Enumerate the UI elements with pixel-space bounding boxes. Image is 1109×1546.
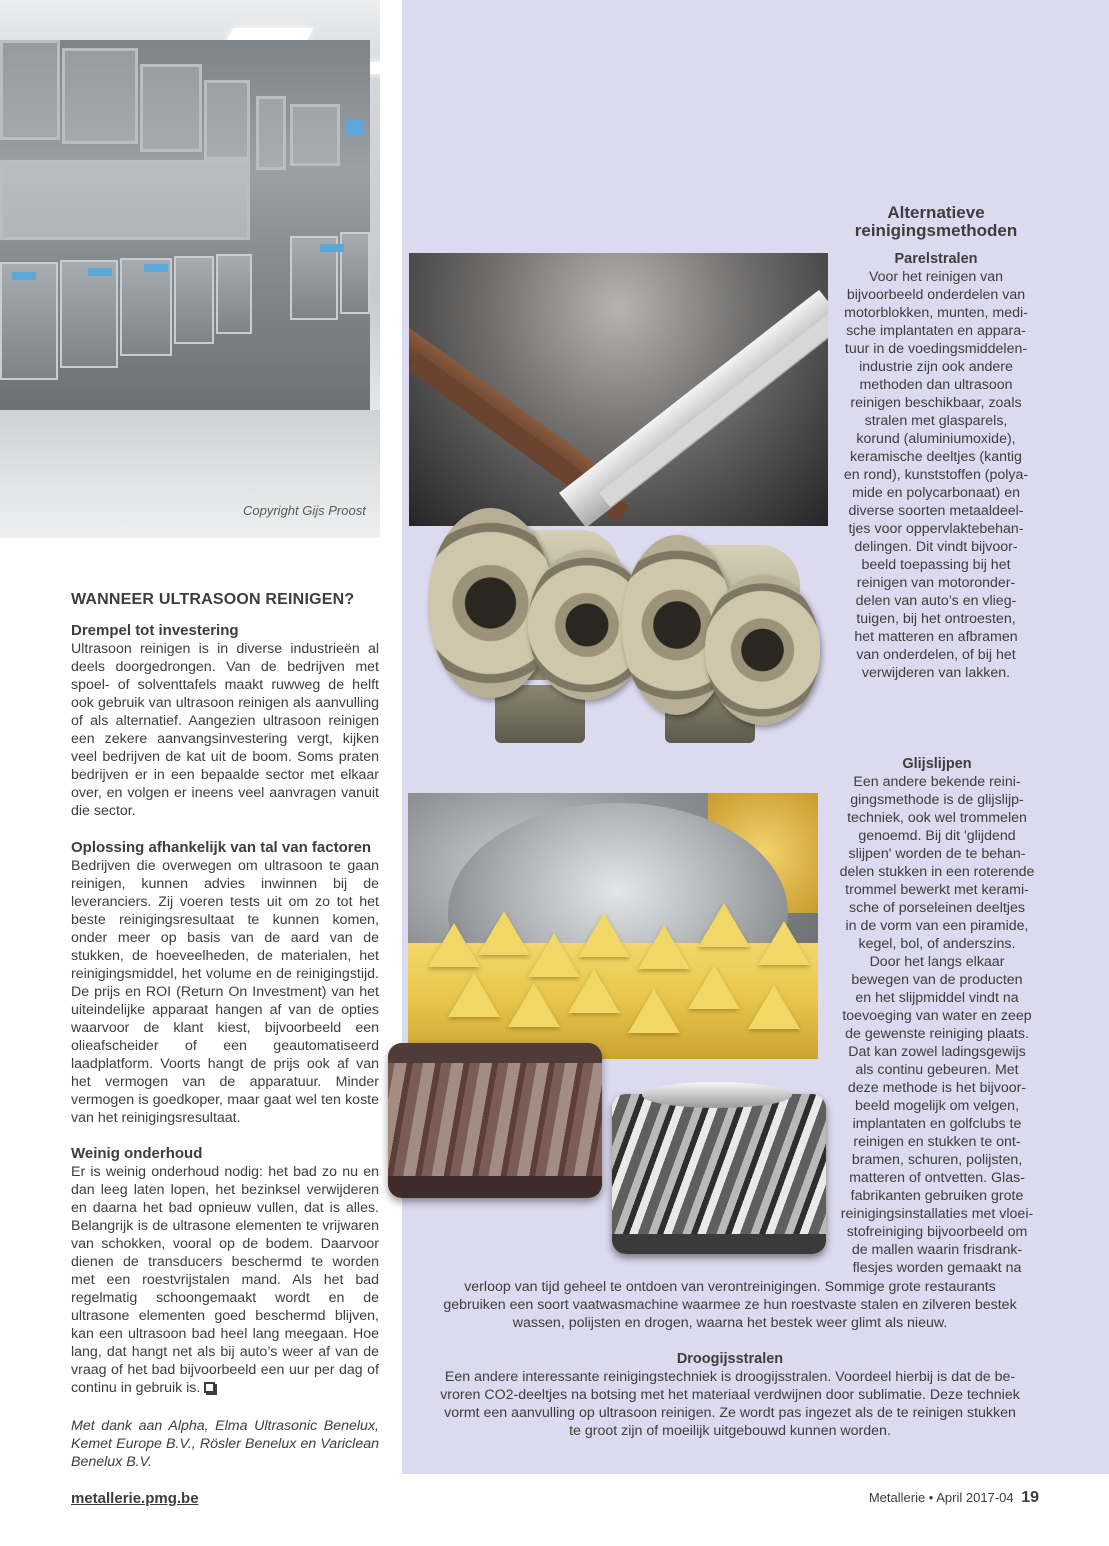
glijslijpen-line: stofreiniging bijvoorbeeld om bbox=[846, 1224, 1028, 1240]
dirty-gear-photo bbox=[388, 1043, 602, 1198]
parelstralen-line: Voor het reinigen van bbox=[868, 269, 1004, 285]
glijslijpen-line: techniek, ook wel trommelen bbox=[847, 810, 1027, 826]
section-onderhoud bbox=[71, 1145, 379, 1397]
droogijsstralen-line: vormt een aanvulling op ultrasoon reinigen. Ze wordt pas ingezet als de te reinigen stukken bbox=[444, 1405, 1016, 1421]
droogijsstralen-line: te groot zijn of moeilijk uitgebouwd kunnen worden. bbox=[569, 1423, 891, 1439]
glijslijpen-line: matteren of ontvetten. Glas- bbox=[849, 1170, 1025, 1186]
cone bbox=[758, 921, 810, 965]
cone bbox=[508, 983, 560, 1027]
section-heading: Weinig onderhoud bbox=[71, 1145, 203, 1162]
glijslijpen-line: als continu gebeuren. Met bbox=[855, 1062, 1019, 1078]
ceiling-light bbox=[227, 28, 314, 40]
website-link[interactable]: metallerie.pmg.be bbox=[71, 1490, 199, 1507]
glijslijpen-line: implantaten en golfclubs te bbox=[852, 1116, 1022, 1132]
cone bbox=[478, 911, 530, 955]
parelstralen-line: motorblokken, munten, medi- bbox=[844, 305, 1028, 321]
subsection-heading: Parelstralen bbox=[894, 251, 978, 267]
parelstralen-line: diverse soorten metaaldeel- bbox=[848, 503, 1024, 519]
blasted-beam bbox=[559, 290, 828, 526]
glijslijpen-line: bramen, schuren, polijsten, bbox=[851, 1152, 1023, 1168]
glijslijpen-line: reinigen en stukken te ont- bbox=[853, 1134, 1021, 1150]
section-title: WANNEER ULTRASOON REINIGEN? bbox=[71, 591, 355, 608]
display-screen bbox=[88, 268, 112, 276]
parelstralen-line: bijvoorbeeld onderdelen van bbox=[846, 287, 1026, 303]
cleaning-unit bbox=[340, 232, 370, 314]
section-body: Er is weinig onderhoud nodig: het bad zo nu en dan leeg laten lopen, het bezinksel verwijderen en daarna het bad opnieuw vullen, dat is alles. Belangrijk is de ultrasone elementen te vrijwaren van schokken, vooral op de bodem. Daarvoor dienen de transducers beschermd te worden met een roestvrijstalen mand. Als het bad regelmatig schoongemaakt wordt en de ultrasone elementen goed beschermd blijven, kan een ultrasoon bad heel lang meegaan. Hoe lang, dat hangt net als bij auto’s weer af van de vraag of het bad bijvoorbeeld een uur per dag of continu in gebruik is. bbox=[71, 1164, 379, 1396]
glass-pane bbox=[62, 48, 138, 144]
clean-gear-photo bbox=[612, 1094, 826, 1254]
glijslijpen-line: sche of porseleinen deeltjes bbox=[849, 900, 1025, 916]
section-drempel bbox=[71, 622, 379, 820]
acknowledgements: Met dank aan Alpha, Elma Ultrasonic Benelux, Kemet Europe B.V., Rösler Benelux en Variclean Benelux B.V. bbox=[71, 1418, 379, 1470]
glijslijpen-line: trommel bewerkt met kerami- bbox=[845, 882, 1029, 898]
glijslijpen-line: beeld mogelijk om velgen, bbox=[854, 1098, 1020, 1114]
section-oplossing bbox=[71, 839, 379, 1127]
parelstralen-line: tjes voor oppervlaktebehan- bbox=[848, 521, 1024, 537]
parelstralen-line: mide en polycarbonaat) en bbox=[852, 485, 1020, 501]
glijslijpen-line: Dat kan zowel ladingsgewijs bbox=[848, 1044, 1026, 1060]
cone bbox=[638, 925, 690, 969]
glijslijpen-line: flesjes worden gemaakt na bbox=[852, 1260, 1022, 1276]
display-screen bbox=[12, 272, 36, 280]
display-screen bbox=[144, 264, 168, 272]
parelstralen-line: tuigen, bij het ontroesten, bbox=[856, 611, 1016, 627]
steel-beams-photo bbox=[409, 253, 828, 526]
parelstralen-line: tuur in de voedingsmiddelen- bbox=[844, 341, 1028, 357]
cone bbox=[578, 913, 630, 957]
droogijsstralen-line: vroren CO2-deeltjes na botsing met het materiaal verdwijnen door sublimatie. Deze techniek bbox=[440, 1387, 1020, 1403]
glijslijpen-line: slijpen' worden de te behan- bbox=[848, 846, 1026, 862]
glijslijpen-line: Door het langs elkaar bbox=[869, 954, 1005, 970]
parelstralen-line: reinigen beschikbaar, zoals bbox=[850, 395, 1022, 411]
section-body: Ultrasoon reinigen is in diverse industrieën al deels doorgedrongen. Van de bedrijven met spoel- of solventtafels maakt ruwweg de helft ook gebruik van ultrasoon reinigen als aanvulling of als alternatief. Aangezien ultrasoon reinigen een zekere aanvangsinvestering vergt, kijken veel bedrijven de kat uit de boom. Soms praten bedrijven er in een bepaalde sector met elkaar over, en volgen er ineens veel aanvragen vanuit die sector. bbox=[71, 641, 379, 819]
parelstralen-line: delen van auto’s en vlieg- bbox=[855, 593, 1017, 609]
glass-pane bbox=[0, 160, 250, 240]
flange-ring bbox=[705, 575, 820, 725]
glass-pane bbox=[0, 40, 60, 140]
cleaning-unit bbox=[216, 254, 252, 334]
parelstralen-line: industrie zijn ook andere bbox=[859, 359, 1013, 375]
section-body: Bedrijven die overwegen om ultrasoon te gaan reinigen, kunnen advies inwinnen bij de leveranciers. Zij voeren tests uit om zo tot het beste reinigingsresultaat te kunnen komen, onder meer op basis van de aard van de stukken, de hoeveelheden, de materialen, het reinigingsmiddel, het volume en de reinigingstijd. De prijs en ROI (Return On Investment) van het uiteindelijke apparaat hangen af van de opties waarvoor de klant kiest, bijvoorbeeld een olieafscheider of een geautomatiseerd laadplatform. Voorts hangt de prijs ook af van het vermogen van de apparatuur. Minder vermogen is goedkoper, maar gaat wel ten koste van het reinigingsresultaat. bbox=[71, 858, 379, 1126]
glijslijpen-line: delen stukken in een roterende bbox=[839, 864, 1035, 880]
cleaning-unit bbox=[60, 260, 118, 368]
glijslijpen-wide-line: wassen, polijsten en drogen, waarna het bestek weer glimt als nieuw. bbox=[512, 1315, 948, 1331]
cone bbox=[698, 903, 750, 947]
glijslijpen-wide-line: verloop van tijd geheel te ontdoen van verontreinigingen. Sommige grote restaurants bbox=[464, 1279, 996, 1295]
sidebar-title-line: reinigingsmethoden bbox=[854, 221, 1018, 240]
cleaning-unit bbox=[120, 258, 172, 356]
photo-copyright: Copyright Gijs Proost bbox=[243, 503, 366, 518]
ultrasonic-lab-photo bbox=[0, 0, 380, 538]
sidebar-title bbox=[830, 204, 1042, 240]
glijslijpen-line: de gewenste reiniging plaats. bbox=[845, 1026, 1029, 1042]
glass-pane bbox=[140, 64, 202, 152]
cone bbox=[628, 989, 680, 1033]
glijslijpen-line: deze methode is het bijvoor- bbox=[847, 1080, 1027, 1096]
cleaning-unit bbox=[174, 256, 214, 344]
section-heading: Drempel tot investering bbox=[71, 622, 239, 639]
droogijsstralen-line: Een andere interessante reinigingstechniek is droogijsstralen. Voordeel hierbij is dat de be- bbox=[444, 1369, 1016, 1385]
glijslijpen-line: Een andere bekende reini- bbox=[853, 774, 1021, 790]
glijslijpen-continued bbox=[410, 1278, 1050, 1332]
droogijsstralen-block bbox=[410, 1350, 1050, 1440]
glijslijpen-line: gingsmethode is de glijslijp- bbox=[850, 792, 1024, 808]
glijslijpen-line: fabrikanten gebruiken grote bbox=[850, 1188, 1024, 1204]
glijslijpen-line: de mallen waarin frisdrank- bbox=[851, 1242, 1023, 1258]
subsection-heading: Droogijsstralen bbox=[676, 1351, 784, 1367]
cone bbox=[448, 973, 500, 1017]
cone bbox=[748, 985, 800, 1029]
glijslijpen-wide-line: gebruiken een soort vaatwasmachine waarmee ze hun roestvaste stalen en zilveren bestek bbox=[443, 1297, 1017, 1313]
glass-pane bbox=[204, 80, 250, 160]
parelstralen-line: van onderdelen, of bij het bbox=[856, 647, 1016, 663]
parelstralen-line: het matteren en afbramen bbox=[854, 629, 1018, 645]
parelstralen-line: reinigen van motoronder- bbox=[856, 575, 1016, 591]
glijslijpen-line: in de vorm van een piramide, bbox=[845, 918, 1029, 934]
end-of-article-icon bbox=[204, 1382, 215, 1393]
parelstralen-line: keramische deeltjes (kantig bbox=[850, 449, 1022, 465]
parelstralen-block bbox=[826, 250, 1046, 682]
parelstralen-line: stralen met glasparels, bbox=[864, 413, 1008, 429]
parelstralen-line: sche implantaten en appara- bbox=[846, 323, 1026, 339]
magazine-issue: Metallerie • April 2017-04 bbox=[868, 1490, 1014, 1505]
tumbling-media-photo bbox=[408, 793, 818, 1059]
glijslijpen-line: toevoeging van water en zeep bbox=[842, 1008, 1032, 1024]
parelstralen-line: korund (aluminiumoxide), bbox=[856, 431, 1016, 447]
glijslijpen-line: bewegen van de producten bbox=[851, 972, 1023, 988]
parelstralen-line: beeld toepassing bij het bbox=[861, 557, 1011, 573]
parelstralen-line: verwijderen van lakken. bbox=[861, 665, 1011, 681]
cone bbox=[688, 965, 740, 1009]
parelstralen-line: delingen. Dit vindt bijvoor- bbox=[854, 539, 1018, 555]
floor bbox=[0, 410, 380, 538]
sidebar-title-line: Alternatieve bbox=[887, 203, 985, 222]
cone bbox=[568, 969, 620, 1013]
parelstralen-line: methoden dan ultrasoon bbox=[859, 377, 1013, 393]
cone bbox=[428, 923, 480, 967]
glijslijpen-line: kegel, bol, of anderszins. bbox=[858, 936, 1016, 952]
subsection-heading: Glijslijpen bbox=[902, 756, 972, 772]
display-screen bbox=[346, 120, 364, 136]
glijslijpen-line: genoemd. Bij dit 'glijdend bbox=[858, 828, 1016, 844]
page-footer bbox=[869, 1489, 1039, 1507]
glass-pane bbox=[290, 104, 340, 166]
glijslijpen-line: reinigingsinstallaties met vloei- bbox=[840, 1206, 1034, 1222]
page-number: 19 bbox=[1021, 1489, 1039, 1506]
section-heading: Oplossing afhankelijk van tal van factoren bbox=[71, 839, 372, 856]
glijslijpen-block bbox=[822, 755, 1052, 1277]
glijslijpen-line: en het slijpmiddel vindt na bbox=[855, 990, 1019, 1006]
glass-pane bbox=[256, 96, 286, 170]
display-screen bbox=[320, 244, 344, 252]
parelstralen-line: en rond), kunststoffen (polya- bbox=[843, 467, 1029, 483]
